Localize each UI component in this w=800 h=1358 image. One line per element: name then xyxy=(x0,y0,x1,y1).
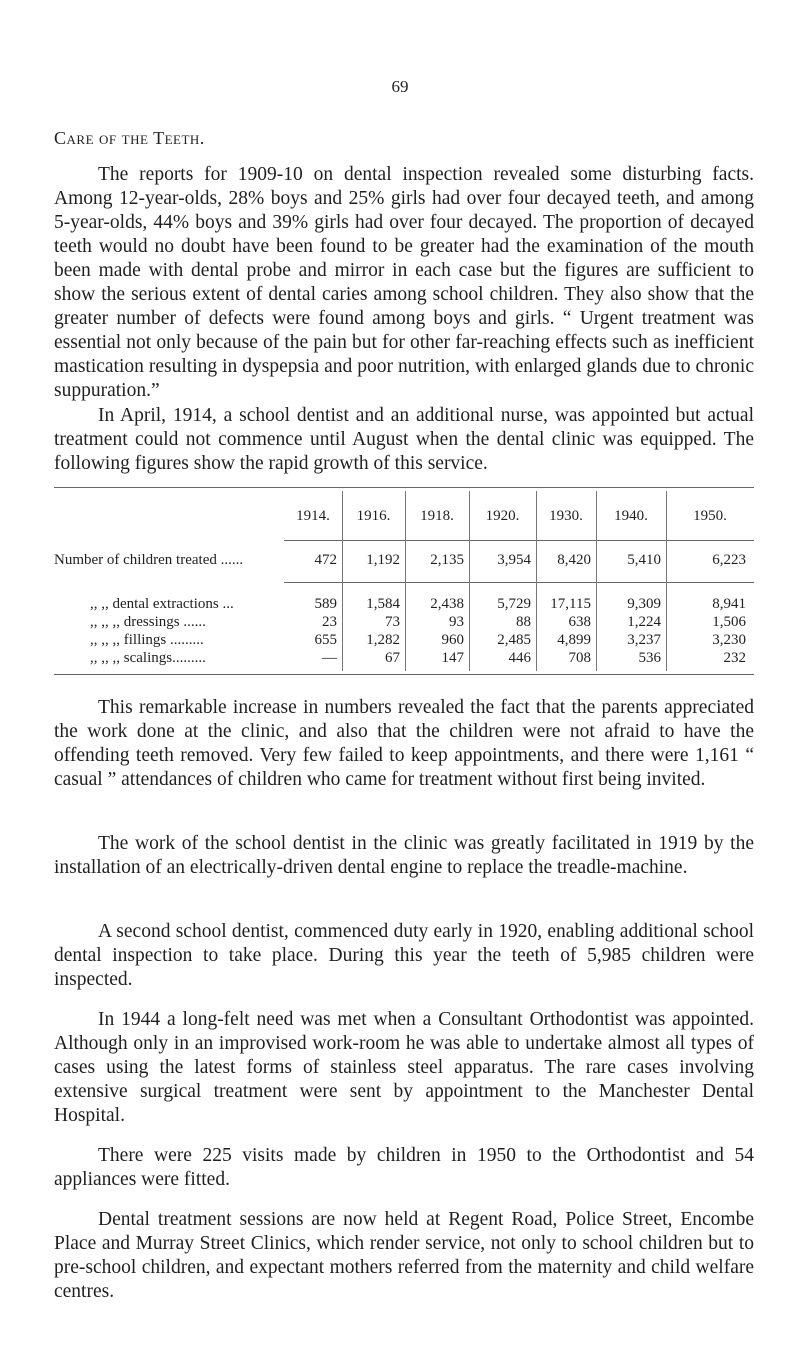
table-cell: 1,506 xyxy=(712,614,746,630)
table-cell: 3,237 xyxy=(627,632,661,648)
table-cell: 960 xyxy=(441,632,464,648)
paragraph-dental-reports: The reports for 1909-10 on dental inspection revealed some disturbing facts. Among 12-year-olds, 28% boys and 25% girls had over four decayed teeth, and among 5-year-olds, 44% boys and 39% girls had over four decayed. The proportion of decayed teeth would no doubt have been found to be greater had the examination of the mouth been made with dental probe and mirror in each case but the figures are sufficient to show the serious extent of dental caries among school children. They also show that the greater number of defects were found among boys and girls. “ Urgent treatment was essential not only because of the pain but for other far-reaching effects such as inefficient mastication resulting in dyspepsia and poor nutrition, with enlarged glands due to chronic suppuration.” xyxy=(54,164,754,401)
paragraph-orthodontist-visits: There were 225 visits made by children in 1950 to the Orthodontist and 54 appliances were fitted. xyxy=(54,1145,754,1190)
table-header-year: 1914. xyxy=(296,508,330,524)
table-cell: 232 xyxy=(723,650,746,666)
table-cell: — xyxy=(322,650,337,666)
table-row-label: ,, ,, ,, scalings......... xyxy=(90,650,206,666)
table-header-year: 1930. xyxy=(549,508,583,524)
table-cell: 2,485 xyxy=(497,632,531,648)
section-heading: Care of the Teeth. xyxy=(54,128,205,148)
table-cell: 8,420 xyxy=(557,552,591,568)
table-row-label: Number of children treated ...... xyxy=(54,552,244,568)
table-cell: 1,584 xyxy=(366,596,400,612)
table-header-year: 1916. xyxy=(356,508,391,524)
table-header-year: 1920. xyxy=(485,508,520,524)
table-cell: 655 xyxy=(314,632,337,648)
table-cell: 1,192 xyxy=(366,552,400,568)
table-cell: 17,115 xyxy=(550,596,591,612)
paragraph-treatment-sessions: Dental treatment sessions are now held at Regent Road, Police Street, Encombe Place and Murray Street Clinics, which render service, not only to school children but to pre-school children, and expectant mothers referred from the maternity and child welfare centres. xyxy=(54,1209,754,1302)
table-row-label: ,, ,, ,, fillings ......... xyxy=(90,632,204,648)
table-cell: 88 xyxy=(516,614,531,630)
table-cell: 1,282 xyxy=(366,632,400,648)
table-cell: 6,223 xyxy=(712,552,746,568)
dental-treatment-table xyxy=(54,487,754,675)
table-cell: 3,230 xyxy=(712,632,746,648)
table-cell: 23 xyxy=(322,614,337,630)
paragraph-school-dentist-appointed: In April, 1914, a school dentist and an additional nurse, was appointed but actual treatment could not commence until August when the dental clinic was equipped. The following figures show the rapid growth of this service. xyxy=(54,405,754,474)
table-cell: 2,438 xyxy=(430,596,464,612)
table-cell: 589 xyxy=(314,596,337,612)
table-cell: 93 xyxy=(449,614,464,630)
page-number: 69 xyxy=(391,77,409,96)
table-cell: 9,309 xyxy=(627,596,661,612)
table-cell: 446 xyxy=(508,650,531,666)
paragraph-second-dentist: A second school dentist, commenced duty early in 1920, enabling additional school dental inspection to take place. During this year the teeth of 5,985 children were inspected. xyxy=(54,921,754,990)
table-header-year: 1940. xyxy=(614,508,648,524)
table-cell: 472 xyxy=(314,552,337,568)
table-cell: 2,135 xyxy=(430,552,464,568)
table-cell: 536 xyxy=(638,650,661,666)
paragraph-remarkable-increase: This remarkable increase in numbers revealed the fact that the parents appreciated the work done at the clinic, and also that the children were not afraid to have the offending teeth removed. Very few failed to keep appointments, and there were 1,161 “ casual ” attendances of children who came for treatment without first being invited. xyxy=(54,697,754,790)
paragraph-orthodontist: In 1944 a long-felt need was met when a Consultant Orthodontist was appointed. Although only in an improvised work-room he was able to undertake almost all types of cases using the latest forms of stainless steel apparatus. The rare cases involving extensive surgical treatment were sent by appointment to the Manchester Dental Hospital. xyxy=(54,1009,754,1126)
table-summary-rule xyxy=(284,582,754,583)
paragraph-dental-engine: The work of the school dentist in the clinic was greatly facilitated in 1919 by the installation of an electrically-driven dental engine to replace the treadle-machine. xyxy=(54,833,754,878)
table-cell: 5,729 xyxy=(497,596,531,612)
table-cell: 638 xyxy=(568,614,591,630)
table-bottom-rule xyxy=(54,674,754,675)
table-cell: 5,410 xyxy=(627,552,661,568)
table-cell: 73 xyxy=(385,614,400,630)
table-cell: 67 xyxy=(385,650,400,666)
table-cell: 1,224 xyxy=(627,614,661,630)
table-cell: 4,899 xyxy=(557,632,591,648)
table-row-label: ,, ,, dental extractions ... xyxy=(90,596,234,612)
table-cell: 147 xyxy=(441,650,464,666)
table-cell: 3,954 xyxy=(497,552,531,568)
table-cell: 708 xyxy=(568,650,591,666)
table-top-rule xyxy=(54,487,754,488)
table-header-year: 1918. xyxy=(420,508,454,524)
table-row-label: ,, ,, ,, dressings ...... xyxy=(90,614,206,630)
table-header-year: 1950. xyxy=(693,508,727,524)
table-cell: 8,941 xyxy=(712,596,746,612)
table-header-rule xyxy=(284,540,754,541)
